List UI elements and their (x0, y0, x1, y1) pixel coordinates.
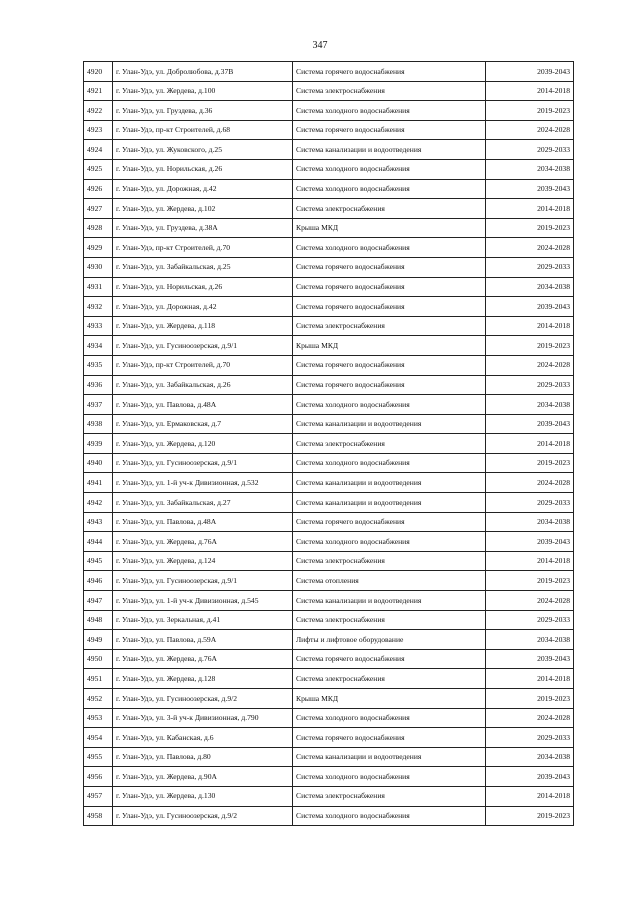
row-number-cell: 4951 (84, 669, 113, 689)
table-row (84, 747, 574, 767)
address-cell: г. Улан-Удэ, ул. Жердева, д.76А (113, 649, 293, 669)
row-number-cell: 4941 (84, 473, 113, 493)
address-cell: г. Улан-Удэ, ул. Жердева, д.76А (113, 532, 293, 552)
table-row (84, 493, 574, 513)
table-row (84, 218, 574, 238)
table-row (84, 316, 574, 336)
row-number-cell: 4923 (84, 120, 113, 140)
row-number-cell: 4937 (84, 395, 113, 415)
system-cell: Система горячего водоснабжения (293, 120, 486, 140)
system-cell: Система электроснабжения (293, 551, 486, 571)
table-row (84, 81, 574, 101)
table-row (84, 551, 574, 571)
system-cell: Система горячего водоснабжения (293, 277, 486, 297)
system-cell: Система холодного водоснабжения (293, 159, 486, 179)
period-cell: 2029-2033 (486, 728, 574, 748)
system-cell: Система холодного водоснабжения (293, 179, 486, 199)
address-cell: г. Улан-Удэ, ул. Жердева, д.90А (113, 767, 293, 787)
table-row (84, 689, 574, 709)
period-cell: 2034-2038 (486, 159, 574, 179)
address-cell: г. Улан-Удэ, ул. Зеркальная, д.41 (113, 610, 293, 630)
row-number-cell: 4947 (84, 591, 113, 611)
system-cell: Система горячего водоснабжения (293, 375, 486, 395)
row-number-cell: 4949 (84, 630, 113, 650)
period-cell: 2014-2018 (486, 786, 574, 806)
period-cell: 2024-2028 (486, 708, 574, 728)
period-cell: 2024-2028 (486, 355, 574, 375)
row-number-cell: 4925 (84, 159, 113, 179)
system-cell: Система канализации и водоотведения (293, 493, 486, 513)
registry-table-body (84, 62, 574, 826)
period-cell: 2029-2033 (486, 375, 574, 395)
period-cell: 2019-2023 (486, 453, 574, 473)
row-number-cell: 4922 (84, 101, 113, 121)
address-cell: г. Улан-Удэ, ул. Гусиноозерская, д.9/2 (113, 689, 293, 709)
address-cell: г. Улан-Удэ, ул. Норильская, д.26 (113, 277, 293, 297)
table-row (84, 140, 574, 160)
address-cell: г. Улан-Удэ, ул. Павлова, д.59А (113, 630, 293, 650)
period-cell: 2014-2018 (486, 669, 574, 689)
table-row (84, 571, 574, 591)
row-number-cell: 4935 (84, 355, 113, 375)
table-row (84, 179, 574, 199)
address-cell: г. Улан-Удэ, ул. Павлова, д.48А (113, 395, 293, 415)
address-cell: г. Улан-Удэ, ул. Жуковского, д.25 (113, 140, 293, 160)
row-number-cell: 4952 (84, 689, 113, 709)
row-number-cell: 4927 (84, 199, 113, 219)
row-number-cell: 4958 (84, 806, 113, 826)
period-cell: 2024-2028 (486, 591, 574, 611)
period-cell: 2034-2038 (486, 747, 574, 767)
address-cell: г. Улан-Удэ, пр-кт Строителей, д.70 (113, 355, 293, 375)
table-row (84, 806, 574, 826)
table-row (84, 277, 574, 297)
address-cell: г. Улан-Удэ, ул. Павлова, д.48А (113, 512, 293, 532)
period-cell: 2014-2018 (486, 199, 574, 219)
system-cell: Система горячего водоснабжения (293, 649, 486, 669)
page-number: 347 (312, 40, 328, 51)
system-cell: Система электроснабжения (293, 81, 486, 101)
table-row (84, 120, 574, 140)
table-row (84, 453, 574, 473)
address-cell: г. Улан-Удэ, ул. Гусиноозерская, д.9/2 (113, 806, 293, 826)
system-cell: Система холодного водоснабжения (293, 806, 486, 826)
system-cell: Система электроснабжения (293, 434, 486, 454)
address-cell: г. Улан-Удэ, ул. 3-й уч-к Дивизионная, д.790 (113, 708, 293, 728)
row-number-cell: 4946 (84, 571, 113, 591)
system-cell: Система канализации и водоотведения (293, 473, 486, 493)
address-cell: г. Улан-Удэ, ул. Жердева, д.128 (113, 669, 293, 689)
system-cell: Система горячего водоснабжения (293, 355, 486, 375)
system-cell: Система горячего водоснабжения (293, 62, 486, 82)
address-cell: г. Улан-Удэ, ул. Жердева, д.130 (113, 786, 293, 806)
system-cell: Система электроснабжения (293, 199, 486, 219)
period-cell: 2019-2023 (486, 571, 574, 591)
row-number-cell: 4929 (84, 238, 113, 258)
row-number-cell: 4945 (84, 551, 113, 571)
period-cell: 2014-2018 (486, 81, 574, 101)
row-number-cell: 4953 (84, 708, 113, 728)
period-cell: 2029-2033 (486, 140, 574, 160)
period-cell: 2014-2018 (486, 434, 574, 454)
table-row (84, 649, 574, 669)
address-cell: г. Улан-Удэ, ул. 1-й уч-к Дивизионная, д.545 (113, 591, 293, 611)
address-cell: г. Улан-Удэ, ул. Кабанская, д.6 (113, 728, 293, 748)
period-cell: 2034-2038 (486, 512, 574, 532)
system-cell: Система горячего водоснабжения (293, 257, 486, 277)
table-row (84, 238, 574, 258)
row-number-cell: 4932 (84, 297, 113, 317)
address-cell: г. Улан-Удэ, ул. Груздева, д.38А (113, 218, 293, 238)
table-row (84, 257, 574, 277)
period-cell: 2039-2043 (486, 767, 574, 787)
table-row (84, 767, 574, 787)
system-cell: Система отопления (293, 571, 486, 591)
table-row (84, 473, 574, 493)
address-cell: г. Улан-Удэ, ул. Забайкальская, д.26 (113, 375, 293, 395)
table-row (84, 297, 574, 317)
table-row (84, 591, 574, 611)
row-number-cell: 4950 (84, 649, 113, 669)
row-number-cell: 4931 (84, 277, 113, 297)
table-row (84, 414, 574, 434)
system-cell: Система холодного водоснабжения (293, 238, 486, 258)
period-cell: 2039-2043 (486, 179, 574, 199)
address-cell: г. Улан-Удэ, ул. Забайкальская, д.27 (113, 493, 293, 513)
row-number-cell: 4934 (84, 336, 113, 356)
table-row (84, 434, 574, 454)
period-cell: 2029-2033 (486, 257, 574, 277)
system-cell: Система горячего водоснабжения (293, 512, 486, 532)
table-row (84, 728, 574, 748)
table-row (84, 375, 574, 395)
address-cell: г. Улан-Удэ, ул. Забайкальская, д.25 (113, 257, 293, 277)
row-number-cell: 4938 (84, 414, 113, 434)
address-cell: г. Улан-Удэ, ул. Дорожная, д.42 (113, 297, 293, 317)
row-number-cell: 4954 (84, 728, 113, 748)
system-cell: Система холодного водоснабжения (293, 708, 486, 728)
table-row (84, 786, 574, 806)
system-cell: Система холодного водоснабжения (293, 767, 486, 787)
period-cell: 2034-2038 (486, 630, 574, 650)
address-cell: г. Улан-Удэ, ул. Гусиноозерская, д.9/1 (113, 336, 293, 356)
system-cell: Крыша МКД (293, 336, 486, 356)
table-row (84, 630, 574, 650)
system-cell: Система холодного водоснабжения (293, 395, 486, 415)
table-row (84, 199, 574, 219)
address-cell: г. Улан-Удэ, ул. Жердева, д.102 (113, 199, 293, 219)
row-number-cell: 4926 (84, 179, 113, 199)
row-number-cell: 4957 (84, 786, 113, 806)
table-row (84, 62, 574, 82)
table-row (84, 336, 574, 356)
address-cell: г. Улан-Удэ, ул. Добролюбова, д.37В (113, 62, 293, 82)
row-number-cell: 4933 (84, 316, 113, 336)
period-cell: 2029-2033 (486, 493, 574, 513)
row-number-cell: 4921 (84, 81, 113, 101)
address-cell: г. Улан-Удэ, ул. Жердева, д.124 (113, 551, 293, 571)
period-cell: 2039-2043 (486, 297, 574, 317)
system-cell: Система холодного водоснабжения (293, 532, 486, 552)
period-cell: 2019-2023 (486, 218, 574, 238)
address-cell: г. Улан-Удэ, ул. Гусиноозерская, д.9/1 (113, 571, 293, 591)
period-cell: 2019-2023 (486, 336, 574, 356)
table-row (84, 395, 574, 415)
address-cell: г. Улан-Удэ, ул. Ермаковская, д.7 (113, 414, 293, 434)
row-number-cell: 4940 (84, 453, 113, 473)
period-cell: 2039-2043 (486, 62, 574, 82)
table-row (84, 669, 574, 689)
period-cell: 2024-2028 (486, 120, 574, 140)
system-cell: Система электроснабжения (293, 669, 486, 689)
period-cell: 2014-2018 (486, 316, 574, 336)
system-cell: Система горячего водоснабжения (293, 728, 486, 748)
system-cell: Система электроснабжения (293, 316, 486, 336)
address-cell: г. Улан-Удэ, ул. Гусиноозерская, д.9/1 (113, 453, 293, 473)
table-row (84, 708, 574, 728)
row-number-cell: 4955 (84, 747, 113, 767)
row-number-cell: 4920 (84, 62, 113, 82)
table-row (84, 355, 574, 375)
table-row (84, 159, 574, 179)
table-row (84, 512, 574, 532)
address-cell: г. Улан-Удэ, ул. Дорожная, д.42 (113, 179, 293, 199)
address-cell: г. Улан-Удэ, ул. Жердева, д.118 (113, 316, 293, 336)
row-number-cell: 4943 (84, 512, 113, 532)
registry-table (83, 61, 574, 826)
period-cell: 2024-2028 (486, 238, 574, 258)
system-cell: Система электроснабжения (293, 786, 486, 806)
row-number-cell: 4930 (84, 257, 113, 277)
system-cell: Система канализации и водоотведения (293, 747, 486, 767)
address-cell: г. Улан-Удэ, ул. Жердева, д.120 (113, 434, 293, 454)
address-cell: г. Улан-Удэ, ул. Жердева, д.100 (113, 81, 293, 101)
row-number-cell: 4928 (84, 218, 113, 238)
row-number-cell: 4936 (84, 375, 113, 395)
row-number-cell: 4948 (84, 610, 113, 630)
row-number-cell: 4944 (84, 532, 113, 552)
system-cell: Крыша МКД (293, 689, 486, 709)
address-cell: г. Улан-Удэ, пр-кт Строителей, д.70 (113, 238, 293, 258)
period-cell: 2019-2023 (486, 806, 574, 826)
system-cell: Система холодного водоснабжения (293, 101, 486, 121)
system-cell: Система холодного водоснабжения (293, 453, 486, 473)
period-cell: 2029-2033 (486, 610, 574, 630)
period-cell: 2019-2023 (486, 689, 574, 709)
period-cell: 2019-2023 (486, 101, 574, 121)
period-cell: 2014-2018 (486, 551, 574, 571)
address-cell: г. Улан-Удэ, ул. 1-й уч-к Дивизионная, д.532 (113, 473, 293, 493)
address-cell: г. Улан-Удэ, ул. Павлова, д.80 (113, 747, 293, 767)
row-number-cell: 4956 (84, 767, 113, 787)
period-cell: 2034-2038 (486, 277, 574, 297)
table-row (84, 101, 574, 121)
row-number-cell: 4939 (84, 434, 113, 454)
table-row (84, 532, 574, 552)
system-cell: Система электроснабжения (293, 610, 486, 630)
period-cell: 2024-2028 (486, 473, 574, 493)
row-number-cell: 4924 (84, 140, 113, 160)
system-cell: Крыша МКД (293, 218, 486, 238)
period-cell: 2039-2043 (486, 532, 574, 552)
system-cell: Система канализации и водоотведения (293, 414, 486, 434)
period-cell: 2039-2043 (486, 414, 574, 434)
period-cell: 2039-2043 (486, 649, 574, 669)
row-number-cell: 4942 (84, 493, 113, 513)
system-cell: Лифты и лифтовое оборудование (293, 630, 486, 650)
period-cell: 2034-2038 (486, 395, 574, 415)
system-cell: Система канализации и водоотведения (293, 591, 486, 611)
system-cell: Система горячего водоснабжения (293, 297, 486, 317)
address-cell: г. Улан-Удэ, ул. Груздева, д.36 (113, 101, 293, 121)
address-cell: г. Улан-Удэ, пр-кт Строителей, д.68 (113, 120, 293, 140)
system-cell: Система канализации и водоотведения (293, 140, 486, 160)
address-cell: г. Улан-Удэ, ул. Норильская, д.26 (113, 159, 293, 179)
table-row (84, 610, 574, 630)
